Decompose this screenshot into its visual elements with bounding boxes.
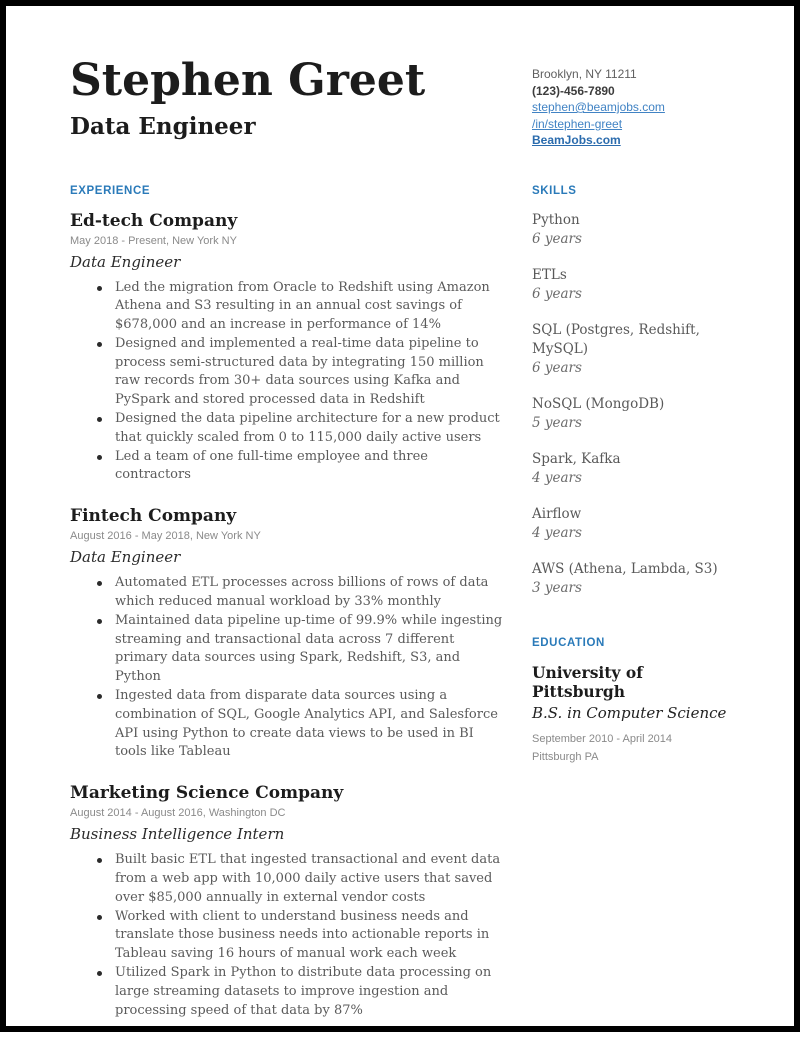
experience-heading: EXPERIENCE bbox=[70, 185, 506, 197]
job-role: Business Intelligence Intern bbox=[70, 825, 506, 843]
company-name: Ed-tech Company bbox=[70, 211, 506, 231]
skills-list bbox=[532, 211, 730, 598]
job-list bbox=[70, 211, 506, 1021]
bullet-item: Designed the data pipeline architecture for a new product that quickly scaled from 0 to 115,000 daily active users bbox=[95, 410, 506, 448]
skill-years: 3 years bbox=[532, 579, 730, 598]
skill-item bbox=[532, 266, 730, 304]
resume-header bbox=[70, 56, 730, 149]
contact-phone: (123)-456-7890 bbox=[532, 83, 730, 100]
bullet-item: Built basic ETL that ingested transactional and event data from a web app with 10,000 daily active users that saved over $85,000 annually in external vendor costs bbox=[95, 851, 506, 907]
bullet-item: Automated ETL processes across billions of rows of data which reduced manual workload by 33% monthly bbox=[95, 574, 506, 612]
skill-name: Spark, Kafka bbox=[532, 450, 730, 469]
contact-linkedin-link[interactable]: /in/stephen-greet bbox=[532, 116, 622, 133]
skill-item bbox=[532, 505, 730, 543]
bullet-list bbox=[70, 851, 506, 1020]
bullet-item: Maintained data pipeline up-time of 99.9% while ingesting streaming and transactional data across 7 different primary data sources using Spark, Redshift, S3, and Python bbox=[95, 612, 506, 687]
skill-name: Python bbox=[532, 211, 730, 230]
bullet-item: Worked with client to understand business needs and translate those business needs into actionable reports in Tableau saving 16 hours of manual work each week bbox=[95, 908, 506, 964]
skill-years: 4 years bbox=[532, 469, 730, 488]
skills-section bbox=[532, 185, 730, 598]
job-dates: August 2016 - May 2018, New York NY bbox=[70, 530, 506, 542]
bullet-list bbox=[70, 279, 506, 486]
bullet-list bbox=[70, 574, 506, 762]
skill-item bbox=[532, 395, 730, 433]
education-location: Pittsburgh PA bbox=[532, 748, 730, 766]
contact-location: Brooklyn, NY 11211 bbox=[532, 66, 730, 83]
bullet-item: Led the migration from Oracle to Redshift using Amazon Athena and S3 resulting in an annual cost savings of $678,000 and an increase in performance of 14% bbox=[95, 279, 506, 335]
resume-body bbox=[70, 185, 730, 1041]
skill-item bbox=[532, 560, 730, 598]
company-name: Marketing Science Company bbox=[70, 783, 506, 803]
company-name: Fintech Company bbox=[70, 506, 506, 526]
skill-years: 6 years bbox=[532, 230, 730, 249]
identity-block bbox=[70, 56, 532, 149]
job-dates: August 2014 - August 2016, Washington DC bbox=[70, 807, 506, 819]
skill-name: NoSQL (MongoDB) bbox=[532, 395, 730, 414]
skills-heading: SKILLS bbox=[532, 185, 730, 197]
skill-name: ETLs bbox=[532, 266, 730, 285]
bullet-item: Ingested data from disparate data sources using a combination of SQL, Google Analytics API, and Salesforce API using Python to create data views to be used in BI tools like Tableau bbox=[95, 687, 506, 762]
skill-item bbox=[532, 211, 730, 249]
skill-years: 6 years bbox=[532, 285, 730, 304]
skill-years: 6 years bbox=[532, 359, 730, 378]
school-name: University of Pittsburgh bbox=[532, 663, 730, 701]
job-role: Data Engineer bbox=[70, 253, 506, 271]
skill-years: 4 years bbox=[532, 524, 730, 543]
bullet-item: Utilized Spark in Python to distribute data processing on large streaming datasets to improve ingestion and processing speed of that data by 87% bbox=[95, 964, 506, 1020]
skill-item bbox=[532, 321, 730, 378]
contact-website-link[interactable]: BeamJobs.com bbox=[532, 132, 621, 149]
job-role: Data Engineer bbox=[70, 548, 506, 566]
bullet-item: Led a team of one full-time employee and three contractors bbox=[95, 448, 506, 486]
sidebar-column bbox=[532, 185, 730, 1041]
education-section bbox=[532, 637, 730, 766]
person-title: Data Engineer bbox=[70, 113, 532, 140]
job-entry bbox=[70, 783, 506, 1020]
job-dates: May 2018 - Present, New York NY bbox=[70, 235, 506, 247]
skill-item bbox=[532, 450, 730, 488]
person-name: Stephen Greet bbox=[70, 56, 532, 107]
skill-name: Airflow bbox=[532, 505, 730, 524]
education-dates: September 2010 - April 2014 bbox=[532, 730, 730, 748]
degree-name: B.S. in Computer Science bbox=[532, 704, 730, 722]
skill-years: 5 years bbox=[532, 414, 730, 433]
education-heading: EDUCATION bbox=[532, 637, 730, 649]
job-entry bbox=[70, 506, 506, 762]
bullet-item: Designed and implemented a real-time data pipeline to process semi-structured data by integrating 150 million raw records from 30+ data sources using Kafka and PySpark and stored processed data in Redshift bbox=[95, 335, 506, 410]
job-entry bbox=[70, 211, 506, 486]
contact-email-link[interactable]: stephen@beamjobs.com bbox=[532, 99, 665, 116]
skill-name: AWS (Athena, Lambda, S3) bbox=[532, 560, 730, 579]
contact-block bbox=[532, 56, 730, 149]
experience-section bbox=[70, 185, 506, 1041]
skill-name: SQL (Postgres, Redshift, MySQL) bbox=[532, 321, 730, 359]
